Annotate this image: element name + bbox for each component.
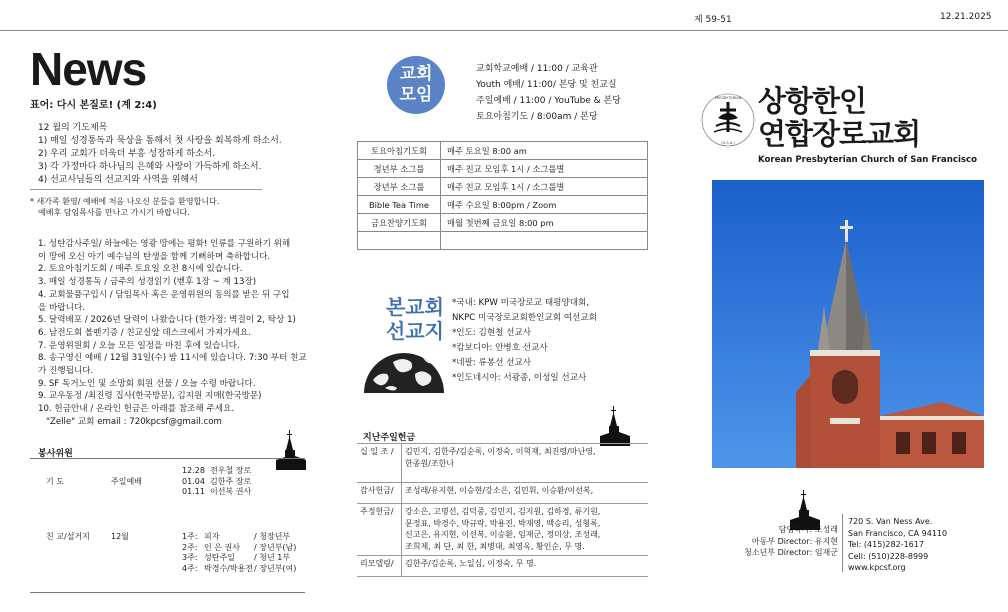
duty-name: 전우철 <box>210 466 234 475</box>
meeting-time: 매주 친교 모임후 1시 / 소그룹별 <box>441 178 648 196</box>
church-name-korean <box>758 85 920 151</box>
title-line: 본교회 <box>386 295 444 319</box>
duty-row <box>182 553 312 564</box>
notices-list <box>38 238 308 429</box>
notice-item: "Zelle" 교회 email : 720kpcsf@gmail.com <box>46 416 222 427</box>
church-address <box>848 516 947 574</box>
duty-week: 4주: <box>182 563 198 573</box>
duty-role: 권사 <box>235 487 252 497</box>
welcome-note <box>30 196 300 218</box>
table-row <box>357 555 648 576</box>
duty-group: / 장년부(여) <box>254 563 297 573</box>
duty-date: 01.11 <box>182 487 205 497</box>
pcusa-seal-icon <box>700 92 756 148</box>
duty-name: 인 은 권사 <box>204 542 240 552</box>
notice-item: 3. 매일 성경통독 / 금주의 성경읽기 (벧후 1장 ~ 계 13장) <box>38 277 257 288</box>
church-name-line: 상항한인 <box>758 84 867 118</box>
offering-table <box>357 443 648 577</box>
table-row <box>358 178 648 196</box>
welcome-line: 예배후 담임목사를 만나고 가시기 바랍니다. <box>38 208 190 217</box>
worship-schedule <box>476 61 676 125</box>
motto: 표어: 다시 본질로! (계 2:4) <box>30 100 157 111</box>
divider <box>30 189 262 190</box>
news-title: News <box>30 43 147 95</box>
top-divider <box>0 30 1008 31</box>
meeting-time: 매주 수요일 8:00pm / Zoom <box>441 196 648 214</box>
meetings-badge <box>387 56 445 114</box>
website-link[interactable]: www.kpcsf.org <box>848 563 906 573</box>
svg-text:PRESBYTERIAN: PRESBYTERIAN <box>714 96 742 100</box>
notice-item: 7. 운영위원회 / 오늘 모든 일정을 마친 후에 있습니다. <box>38 340 240 351</box>
notice-item: 8. 송구영신 예배 / 12월 31일(수) 밤 11시에 있습니다. 7:30 부터 친교 <box>38 353 307 364</box>
divider <box>30 458 305 459</box>
duty-name: 이선복 <box>210 487 234 497</box>
notice-item: 5. 달력배포 / 2026년 달력이 나왔습니다 (한가정: 벽걸이 2, 탁상 1) <box>38 315 296 326</box>
missions-title <box>375 295 455 343</box>
divider <box>30 592 305 593</box>
notice-item: 이 땅에 오신 아기 예수님의 탄생을 함께 기뻐하며 축하합니다. <box>38 251 271 262</box>
prayer-item: 2) 우리 교회가 더욱더 부흥 성장하게 하소서. <box>38 149 216 159</box>
duty-name: 피자 <box>204 532 220 541</box>
fellowship-duty-rows <box>182 532 312 574</box>
meeting-name: 청년부 소그룹 <box>358 160 441 178</box>
globe-icon <box>363 350 445 394</box>
issue-number: 제 59-51 <box>694 15 732 25</box>
church-name-line: 연합장로교회 <box>758 117 921 151</box>
notice-item: 6. 남전도회 볼펜기증 / 친교실앞 데스크에서 가져가세요. <box>38 327 251 338</box>
address-line: 720 S. Van Ness Ave. <box>848 517 933 526</box>
table-row <box>357 444 648 483</box>
staff-item: 담임목사: 조성래 <box>778 525 838 534</box>
meeting-name: Bible Tea Time <box>358 196 441 214</box>
meeting-time: 매주 토요일 8:00 am <box>441 142 648 160</box>
prayer-duty-label: 기 도 <box>46 477 64 486</box>
offering-label: 주정헌금/ <box>357 504 402 556</box>
mission-item: *인도네시아: 서광종, 이성일 선교사 <box>452 373 587 383</box>
church-silhouette-icon <box>276 430 306 470</box>
duty-date: 01.04 <box>182 476 205 486</box>
notice-item: 4. 교회물품구입시 / 담임목사 혹은 운영위원의 동의를 받은 뒤 구입 <box>38 289 290 300</box>
prayer-item: 4) 선교사님들의 선교지와 사역을 위해서 <box>38 175 198 185</box>
offering-label: 리모델링/ <box>357 555 402 576</box>
notice-item: 가 진행됩니다. <box>38 366 94 377</box>
duty-week: 2주: <box>182 542 198 552</box>
duty-row <box>182 466 251 477</box>
duty-role: 장로 <box>235 466 252 475</box>
duty-row <box>182 532 312 543</box>
meeting-time: 매주 친교 모임후 1시 / 소그룹별 <box>441 160 648 178</box>
notice-item: 1. 성탄감사주일/ 하늘에는 영광 땅에는 평화! 인류를 구원하기 위해 <box>38 239 291 249</box>
badge-line: 모임 <box>399 85 433 105</box>
svg-text:(U.S.A.): (U.S.A.) <box>721 141 735 145</box>
table-row <box>357 483 648 504</box>
offering-label: 감사헌금/ <box>357 483 402 504</box>
duty-group: / 청년 1부 <box>254 553 291 563</box>
divider <box>842 514 843 572</box>
duty-row <box>182 543 312 554</box>
meeting-name: 금요찬양기도회 <box>358 214 441 232</box>
mission-item: *인도: 김현철 선교사 <box>452 328 532 338</box>
meeting-name: 토요아침기도회 <box>358 142 441 160</box>
notice-item: 9. SF 독거노인 및 소망회 회원 선물 / 오늘 수령 바랍니다. <box>38 378 256 389</box>
worship-item: 교회학교예배 / 11:00 / 교육관 <box>476 64 598 74</box>
address-line: San Francisco, CA 94110 <box>848 528 948 538</box>
prayer-duty-rows <box>182 466 251 498</box>
welcome-line: * 새가족 환영/ 예배에 처음 나오신 분들을 환영합니다. <box>30 197 220 206</box>
duty-row <box>182 564 312 575</box>
offering-names: 김한주/김순록, 노일심, 이정숙, 무 명. <box>402 555 649 576</box>
mission-item: *네팔: 류봉선 선교사 <box>452 358 532 368</box>
notice-item: 10. 헌금안내 / 온라인 헌금은 아래를 참조해 주세요. <box>38 404 235 415</box>
mission-item: NKPC 미국장로교회한인교회 여선교회 <box>452 313 597 323</box>
missions-list <box>452 296 652 386</box>
duty-name: 김한주 <box>210 476 234 486</box>
offering-title: 지난주일헌금 <box>363 433 416 443</box>
notice-item: 9. 교우동정 /최진령 집사(한국방문), 김지원 지매(한국방문) <box>38 391 262 402</box>
meeting-time: 매월 첫번째 금요일 8:00 pm <box>441 214 648 232</box>
table-row <box>357 504 648 556</box>
church-photo <box>712 180 984 468</box>
notice-item: 을 바랍니다. <box>38 302 85 313</box>
fellowship-duty-label: 친 교/설거지 <box>46 532 90 541</box>
staff-list <box>700 524 838 559</box>
top-bar <box>0 0 1008 34</box>
table-row <box>358 142 648 160</box>
offering-names: 김민지, 김한주/김순록, 이정숙, 이혁재, 최진령/마난영, 한종원/조한나 <box>402 444 649 483</box>
duty-group: / 장년부(남) <box>254 542 297 552</box>
duty-role: 장로 <box>235 476 252 486</box>
meeting-name: 장년부 소그룹 <box>358 178 441 196</box>
prayer-item: 1) 매일 성경통독과 묵상을 통해서 첫 사랑을 회복하게 하소서. <box>38 136 282 146</box>
church-silhouette-icon <box>600 406 630 446</box>
issue-date: 12.21.2025 <box>940 12 992 22</box>
table-row <box>358 214 648 232</box>
duty-date: 12.28 <box>182 466 205 475</box>
duty-week: 1주: <box>182 532 198 541</box>
volunteers-title: 봉사위원 <box>38 449 73 459</box>
meeting-name <box>358 232 441 250</box>
table-row <box>358 160 648 178</box>
table-row <box>358 196 648 214</box>
worship-item: 주일예배 / 11:00 / YouTube & 본당 <box>476 96 621 106</box>
church-name-english: Korean Presbyterian Church of San Francisco <box>758 155 977 165</box>
worship-item: 토요아침기도 / 8:00am / 본당 <box>476 112 598 122</box>
meetings-table <box>357 141 648 250</box>
notice-item: 2. 토요아침기도회 / 매주 토요일 오전 8시에 있습니다. <box>38 264 243 275</box>
table-row <box>358 232 648 250</box>
prayer-item: 3) 각 가정마다 하나님의 은혜와 사랑이 가득하게 하소서. <box>38 162 262 172</box>
offering-names: 조성래/유지현, 이승현/강소은, 김민휘, 이승환/이선복, <box>402 483 649 504</box>
duty-row <box>182 477 251 488</box>
fellowship-duty-month: 12월 <box>111 532 129 541</box>
duty-name: 박경수/박용전 <box>204 563 254 573</box>
staff-item: 아동부 Director: 유지현 <box>751 536 838 546</box>
prayer-title: 12 월의 기도제목 <box>38 123 108 133</box>
mission-item: *캄보디아: 안병호 선교사 <box>452 343 548 353</box>
staff-item: 청소년부 Director: 임재군 <box>744 548 838 558</box>
phone-line: Tel: (415)282-1617 <box>848 540 924 550</box>
meeting-time <box>441 232 648 250</box>
offering-names: 강소은, 고명선, 김덕중, 김민지, 김지원, 김하경, 류기원, 문정표, 박경수, 박규락, 박용진, 박재영, 백승리, 성형록, 신고은, 유지현, 이선복, 이승환, 임재군, 정미상, 조성래, 조희제, 최 단, 최 한, 최병대, 최영옥, 황인순, 무 명. <box>402 504 649 556</box>
duty-row <box>182 487 251 498</box>
prayer-section <box>38 122 328 187</box>
duty-name: 성탄주일 <box>204 553 235 563</box>
cell-line: Cell: (510)228-8999 <box>848 551 929 561</box>
duty-week: 3주: <box>182 553 198 563</box>
duty-group: / 청장년부 <box>254 532 291 541</box>
prayer-duty-service: 주일예배 <box>111 477 142 486</box>
title-line: 선교지 <box>386 319 444 343</box>
badge-line: 교회 <box>399 64 433 84</box>
worship-item: Youth 예배/ 11:00/ 본당 및 친교실 <box>476 80 617 90</box>
offering-label: 십 일 조 / <box>357 444 402 483</box>
mission-item: *국내: KPW 미국장로교 태평양대회, <box>452 298 590 308</box>
